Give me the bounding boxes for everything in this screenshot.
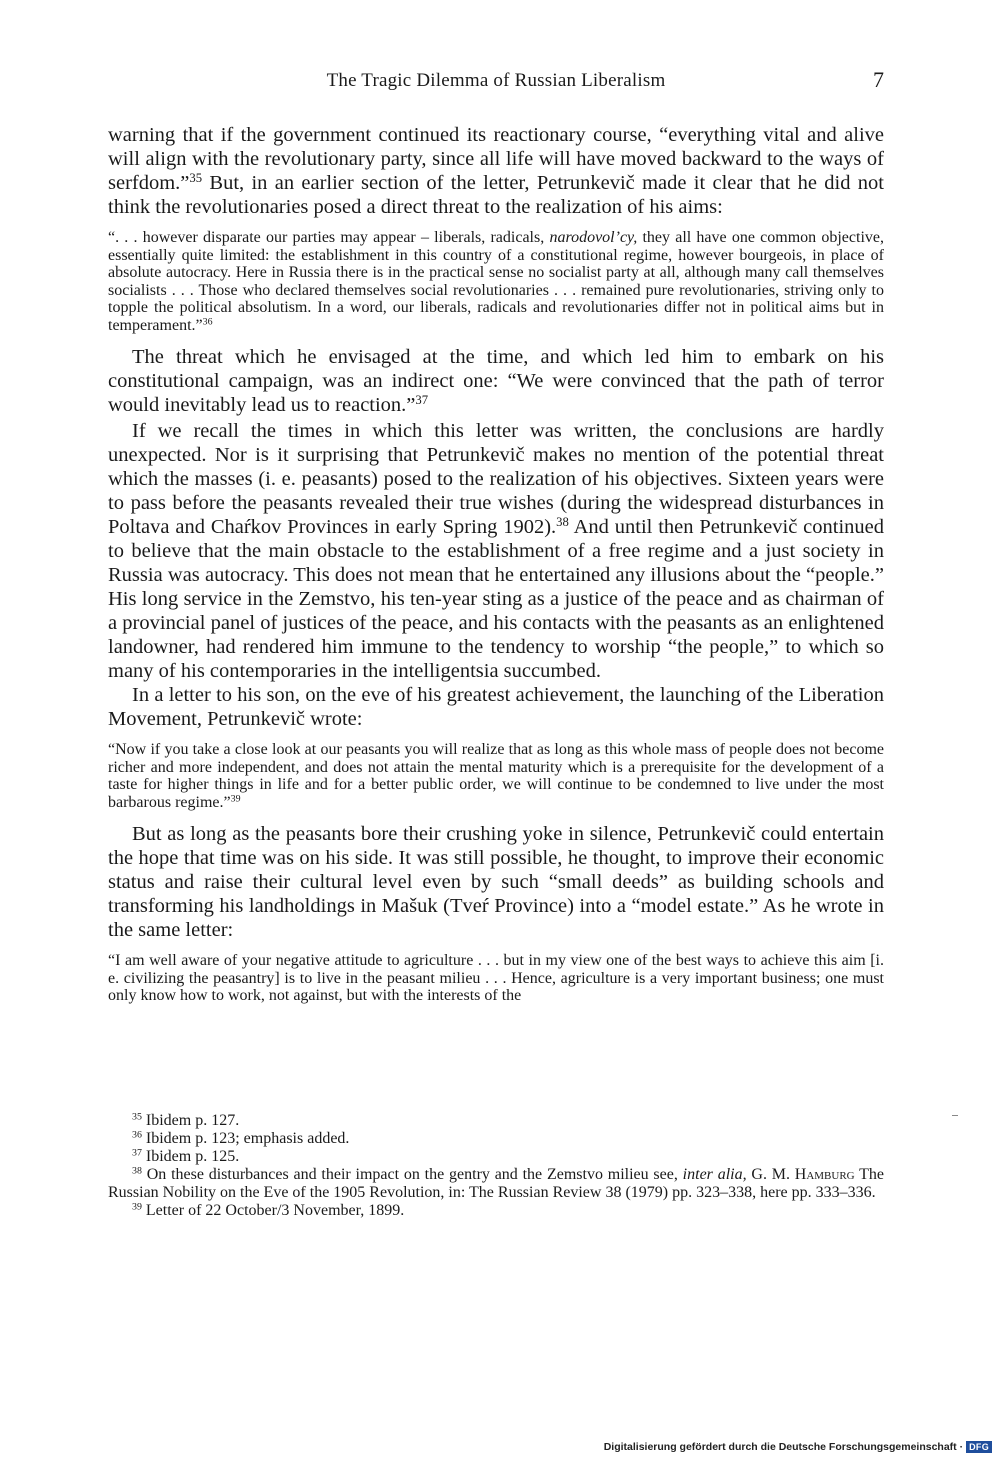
footnote-italic: inter alia, — [682, 1166, 747, 1183]
block-quote-3 — [108, 952, 884, 1005]
footnote-text: Letter of 22 October/3 November, 1899. — [141, 1202, 405, 1219]
block-quote-1-text-a: “. . . however disparate our parties may appear – liberals, radicals, — [108, 229, 550, 246]
paragraph-2 — [108, 345, 884, 417]
footnote-author: Hamburg — [794, 1166, 855, 1183]
page-number: 7 — [873, 67, 884, 92]
footnote-38 — [108, 1166, 884, 1202]
credit-text: Digitalisierung gefördert durch die Deutsche Forschungsgemeinschaft · — [603, 1441, 964, 1453]
paragraph-3-text-a: If we recall the times in which this letter was written, the conclusions are hardly unexpected. Nor is it surprising that Petrunkevič makes no mention of the potential threat which the masses (i. e. peasants) posed to the realization of his objectives. Sixteen years were to pass before the peasants revealed their true wishes (during the widespread disturbances in Poltava and Chaŕkov Provinces in early Spring 1902). — [108, 420, 884, 538]
footnote-36 — [108, 1130, 884, 1148]
footnote-37 — [108, 1148, 884, 1166]
footnote-number: 38 — [132, 1165, 142, 1177]
footnote-text: Ibidem p. 125. — [141, 1148, 240, 1165]
paragraph-3 — [108, 419, 884, 683]
paragraph-5 — [108, 822, 884, 942]
block-quote-1-italic: narodovol’cy, — [549, 229, 638, 246]
footnotes — [108, 1112, 884, 1220]
footnote-ref-39: 39 — [230, 793, 241, 805]
footnote-number: 39 — [132, 1201, 142, 1213]
block-quote-3-text: “I am well aware of your negative attitude to agriculture . . . but in my view one of the best ways to achieve this aim [i. e. civilizing the peasantry] is to live in the peasant milieu . . . Hence, agriculture is a very important business; one must only know how to work, not against, but with the interests of the — [108, 952, 884, 1004]
footnote-text: Ibidem p. 123; emphasis added. — [141, 1130, 350, 1147]
block-quote-2 — [108, 741, 884, 811]
footnote-text-c: The Russian Nobility on the Eve of the 1905 Revolution, in: The Russian Review 38 (1979) pp. 323–338, here pp. 333–336. — [108, 1166, 885, 1201]
footnote-number: 35 — [132, 1111, 142, 1123]
footnote-number: 37 — [132, 1147, 142, 1159]
footnote-ref-37: 37 — [415, 393, 429, 408]
footnote-text: Ibidem p. 127. — [141, 1112, 240, 1129]
block-quote-2-text: “Now if you take a close look at our peasants you will realize that as long as this whole mass of people does not become richer and more independent, and does not attain the mental maturity which is a prerequisite for the development of a taste for higher things in life and for a better public order, we will continue to be condemned to live under the most barbarous regime.” — [108, 741, 884, 811]
scan-speck — [952, 1115, 958, 1116]
footnote-text-a: On these disturbances and their impact on the gentry and the Zemstvo milieu see, — [141, 1166, 683, 1183]
paragraph-1-text-a: warning that if the government continued its reactionary course, “everything vital and alive will align with the revolutionary party, since all life will have moved backward to the ways of serfdom.” — [108, 124, 884, 194]
digitization-credit[interactable] — [604, 1441, 992, 1453]
running-head — [108, 67, 884, 98]
paragraph-1 — [108, 123, 884, 219]
paragraph-4-text: In a letter to his son, on the eve of his greatest achievement, the launching of the Liberation Movement, Petrunkevič wrote: — [108, 684, 884, 730]
footnote-ref-36: 36 — [202, 316, 213, 328]
paragraph-4 — [108, 683, 884, 731]
footnote-39 — [108, 1202, 884, 1220]
footnote-text-b: G. M. — [746, 1166, 795, 1183]
footnote-ref-35: 35 — [189, 171, 203, 186]
paragraph-2-text: The threat which he envisaged at the time, and which led him to embark on his constitutional campaign, was an indirect one: “We were convinced that the path of terror would inevitably lead us to reaction.” — [108, 346, 884, 416]
paragraph-3-text-b: And until then Petrunkevič continued to believe that the main obstacle to the establishment of a free regime and a just society in Russia was autocracy. This does not mean that he entertained any illusions about the “people.” His long service in the Zemstvo, his ten-year sting as a justice of the peace and as chairman of a provincial panel of justices of the peace, and his contacts with the peasants as an enlightened landowner, had rendered him immune to the tendency to worship “the people,” to which so many of his contemporaries in the intelligentsia succumbed. — [108, 516, 885, 682]
footnote-35 — [108, 1112, 884, 1130]
footnote-number: 36 — [132, 1129, 142, 1141]
running-title: The Tragic Dilemma of Russian Liberalism — [326, 70, 666, 91]
paragraph-5-text: But as long as the peasants bore their crushing yoke in silence, Petrunkevič could entertain the hope that time was on his side. It was still possible, he thought, to improve their economic status and raise their cultural level even by such “small deeds” as building schools and transforming his landholdings in Mašuk (Tveŕ Province) into a “model estate.” As he wrote in the same letter: — [108, 823, 884, 941]
block-quote-1-text-b: they all have one common objective, essentially quite limited: the establishment in this country of a constitutional regime, however bourgeois, in place of absolute autocracy. Here in Russia there is in the practical sense no socialist party at all, although many call themselves socialists . . . Those who declared themselves social revolutionaries . . . remained pure revolutionaries, striving only to topple the political absolutism. In a word, our liberals, radicals and revolutionaries differ not in political aims but in temperament.” — [108, 229, 884, 334]
body-text — [108, 123, 884, 1016]
block-quote-1 — [108, 229, 884, 334]
footnote-ref-38: 38 — [556, 515, 569, 530]
paragraph-1-text-b: But, in an earlier section of the letter, Petrunkevič made it clear that he did not think the revolutionaries posed a direct threat to the realization of his aims: — [108, 172, 884, 218]
dfg-logo: DFG — [966, 1441, 992, 1453]
